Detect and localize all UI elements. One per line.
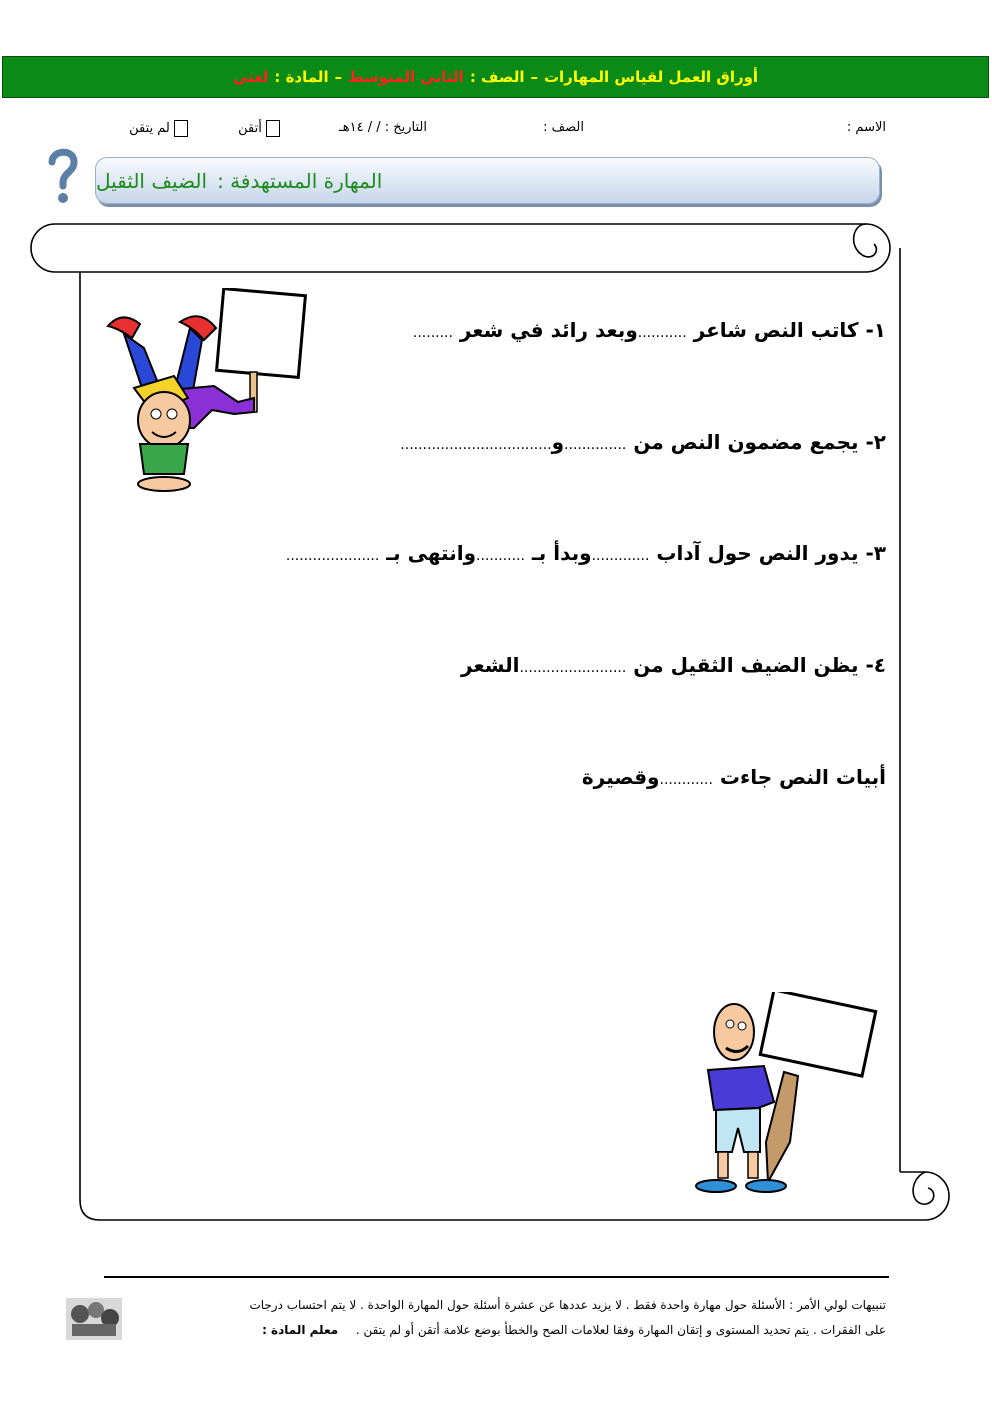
question-2-part-a: ٢- يجمع مضمون النص من <box>626 430 886 454</box>
skill-value: الضيف الثقيل <box>96 168 208 193</box>
question-5 <box>582 765 886 789</box>
mastered-label: أتقن <box>238 121 262 136</box>
header-subject-label: المادة : <box>274 68 329 86</box>
header-sep-1: – <box>530 68 538 86</box>
name-label: الاسم : <box>846 120 886 135</box>
header-grade-value: الثاني المتوسط <box>348 68 464 86</box>
question-2-blank-a[interactable]: .............. <box>564 437 627 453</box>
question-5-part-b: وقصيرة <box>581 765 660 789</box>
question-1-blank-a[interactable]: ........... <box>637 325 687 341</box>
question-2 <box>400 430 886 454</box>
question-1-blank-b[interactable]: ......... <box>412 325 453 341</box>
question-3-part-a: ٣- يدور النص حول آداب <box>649 541 886 565</box>
skill-label: المهارة المستهدفة : <box>217 168 383 193</box>
question-4 <box>461 653 886 677</box>
question-3-part-c: وانتهى بـ <box>379 541 477 565</box>
question-3-blank-c[interactable]: ..................... <box>285 548 380 564</box>
header-subject-value: لغتي <box>232 68 269 86</box>
footer-line-1: تنبيهات لولي الأمر : الأسئلة حول مهارة واحدة فقط . لا يزيد عددها عن عشرة أسئلة حول المهارة الواحدة . لا يتم احتساب درجات <box>249 1298 886 1312</box>
teacher-label: معلم المادة : <box>262 1323 339 1337</box>
question-1 <box>413 318 886 342</box>
question-1-part-b: وبعد رائد في شعر <box>452 318 638 342</box>
jester-with-sign <box>104 288 310 494</box>
class-label: الصف : <box>543 120 584 135</box>
question-2-part-b: و <box>551 430 565 454</box>
question-5-blank-a[interactable]: ............ <box>659 772 713 788</box>
question-4-part-a: ٤- يظن الضيف الثقيل من <box>626 653 886 677</box>
question-3-blank-b[interactable]: ........... <box>476 548 525 564</box>
question-4-part-b: الشعر <box>461 653 520 677</box>
logo <box>66 1298 122 1340</box>
boy-with-sign <box>694 992 880 1198</box>
question-1-part-a: ١- كاتب النص شاعر <box>686 318 886 342</box>
question-3 <box>286 541 886 565</box>
question-4-blank-a[interactable]: ........................ <box>519 660 627 676</box>
header-grade-label: الصف : <box>469 68 525 86</box>
footer-line-2 <box>262 1323 886 1337</box>
date-label: التاريخ : / / ١٤هـ <box>338 120 427 135</box>
not-mastered-label: لم يتقن <box>129 121 170 136</box>
question-3-blank-a[interactable]: ............. <box>591 548 650 564</box>
header-sep-2: – <box>334 68 343 86</box>
question-2-blank-b[interactable]: .................................. <box>400 437 552 453</box>
question-3-part-b: وبدأ بـ <box>524 541 592 565</box>
footer-line-2-text: على الفقرات . يتم تحديد المستوى و إتقان المهارة وفقا لعلامات الصح والخطأ بوضع علامة أتقن أو لم يتقن . <box>355 1323 886 1337</box>
footer-rule <box>104 1276 889 1278</box>
question-5-part-a: أبيات النص جاءت <box>712 765 886 789</box>
header-title: أوراق العمل لقياس المهارات <box>543 68 759 86</box>
